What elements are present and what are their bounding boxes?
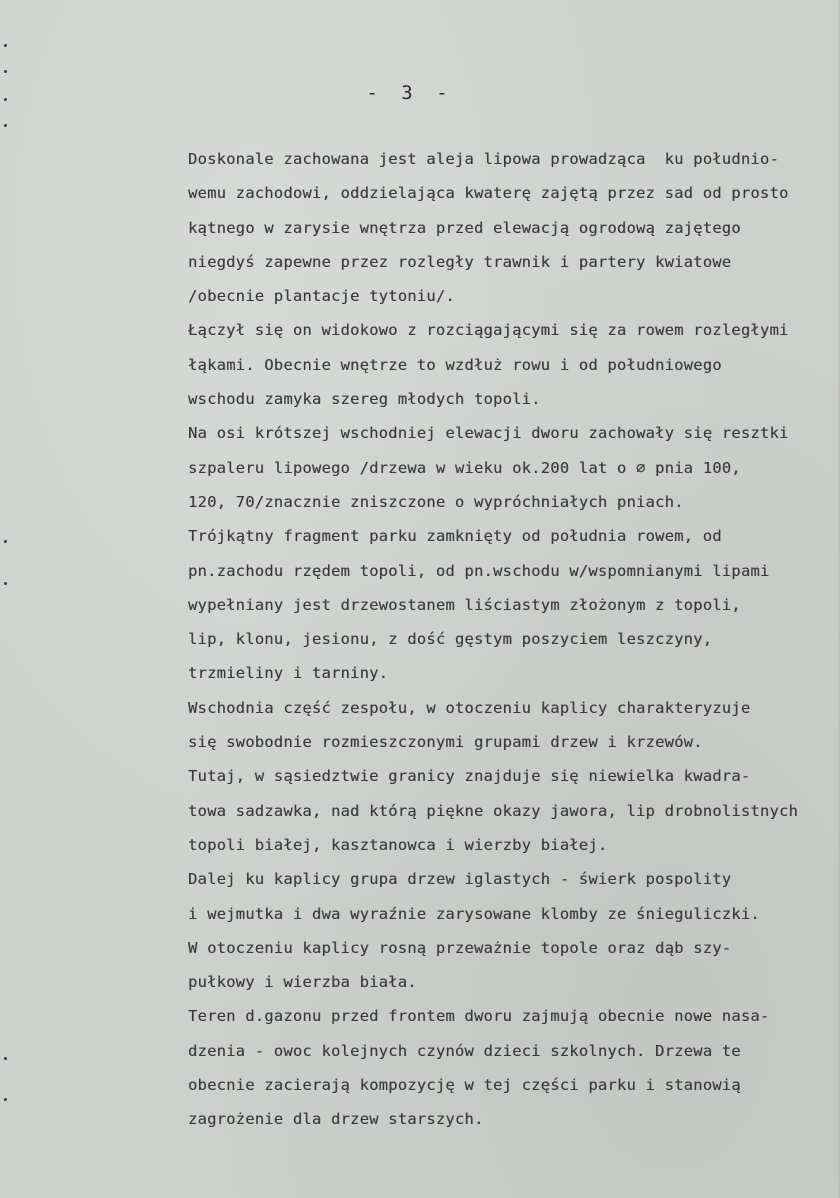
text-line: Łączył się on widokowo z rozciągającymi się za rowem rozległymi [188,321,789,340]
text-line: Doskonale zachowana jest aleja lipowa prowadząca ku południo- [188,150,779,168]
text-line: się swobodnie rozmieszczonymi grupami drzew i krzewów. [188,733,703,752]
text-line: trzmieliny i tarniny. [188,664,389,683]
text-line: wypełniany jest drzewostanem liściastym złożonym z topoli, [188,595,741,614]
text-line: łąkami. Obecnie wnętrze to wzdłuż rowu i od południowego [188,355,722,374]
text-line: Dalej ku kaplicy grupa drzew iglastych - świerk pospolity [188,870,732,889]
page-number: - 3 - [366,82,454,104]
typed-body-text [188,142,840,1137]
text-line: Wschodnia część zespołu, w otoczeniu kaplicy charakteryzuje [188,698,751,717]
text-line: i wejmutka i dwa wyraźnie zarysowane klomby ze śnieguliczki. [188,904,760,923]
text-line: 120, 70/znacznie zniszczone o wypróchniałych pniach. [188,492,684,511]
text-line: szpaleru lipowego /drzewa w wieku ok.200 lat o ∅ pnia 100, [188,458,741,477]
punch-hole-mark [4,44,7,47]
text-line: /obecnie plantacje tytoniu/. [188,287,455,306]
punch-hole-mark [4,1057,7,1060]
text-line: obecnie zacierają kompozycję w tej części parku i stanowią [188,1076,741,1095]
punch-hole-mark [4,70,7,73]
text-line: wemu zachodowi, oddzielająca kwaterę zajętą przez sad od prosto [188,184,789,203]
text-line: dzenia - owoc kolejnych czynów dzieci szkolnych. Drzewa te [188,1041,741,1060]
text-line: wschodu zamyka szereg młodych topoli. [188,390,541,409]
text-line: pułkowy i wierzba biała. [188,973,417,992]
punch-hole-mark [4,124,7,127]
text-line: zagrożenie dla drzew starszych. [188,1110,484,1129]
text-line: lip, klonu, jesionu, z dość gęstym poszyciem leszczyny, [188,630,713,649]
text-line: niegdyś zapewne przez rozległy trawnik i partery kwiatowe [188,252,732,271]
punch-hole-mark [4,582,7,585]
text-line: topoli białej, kasztanowca i wierzby białej. [188,835,608,854]
punch-hole-mark [4,1098,7,1101]
text-line: Tutaj, w sąsiedztwie granicy znajduje się niewielka kwadra- [188,767,751,786]
text-line: Trójkątny fragment parku zamknięty od południa rowem, od [188,527,722,546]
text-line: Teren d.gazonu przed frontem dworu zajmują obecnie nowe nasa- [188,1007,770,1026]
text-line: pn.zachodu rzędem topoli, od pn.wschodu w/wspomnianymi lipami [188,561,770,580]
text-line: Na osi krótszej wschodniej elewacji dworu zachowały się resztki [188,424,789,443]
text-line: towa sadzawka, nad którą piękne okazy jawora, lip drobnolistnych [188,801,799,820]
text-line: kątnego w zarysie wnętrza przed elewacją ogrodową zajętego [188,218,741,237]
punch-hole-mark [4,540,7,543]
text-line: W otoczeniu kaplicy rosną przeważnie topole oraz dąb szy- [188,938,732,957]
